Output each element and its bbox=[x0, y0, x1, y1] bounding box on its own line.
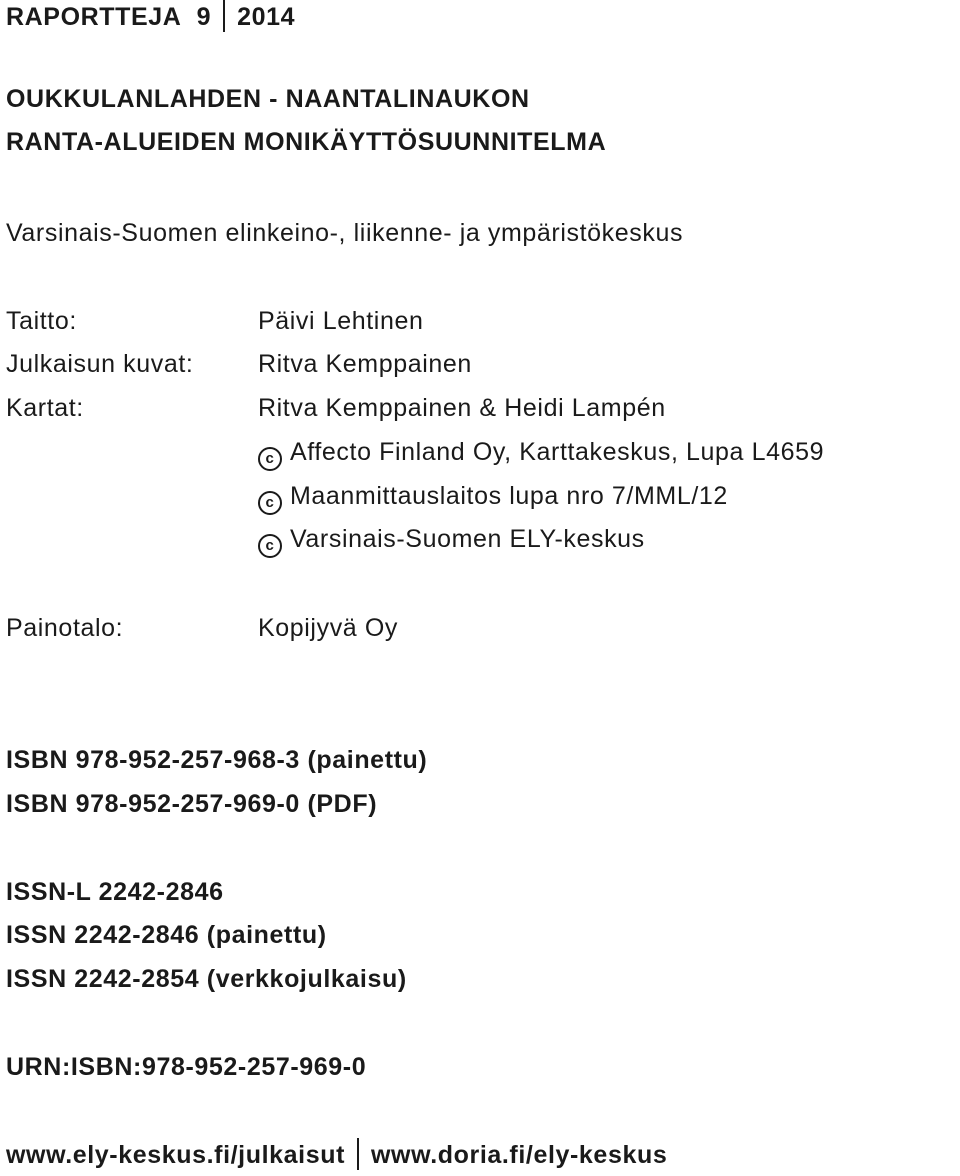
copyright-text: Varsinais-Suomen ELY-keskus bbox=[290, 525, 645, 553]
copyright-icon: c bbox=[258, 534, 282, 558]
taitto-value: Päivi Lehtinen bbox=[258, 307, 424, 335]
header-separator bbox=[223, 0, 225, 32]
title-line-1: OUKKULANLAHDEN - NAANTALINAUKON bbox=[6, 85, 530, 113]
isbn-pdf: ISBN 978-952-257-969-0 (PDF) bbox=[6, 790, 378, 818]
title-line-2: RANTA-ALUEIDEN MONIKÄYTTÖSUUNNITELMA bbox=[6, 128, 607, 156]
taitto-label: Taitto: bbox=[6, 307, 77, 335]
kartat-label: Kartat: bbox=[6, 394, 84, 422]
publisher: Varsinais-Suomen elinkeino-, liikenne- ja ympäristökeskus bbox=[6, 219, 684, 247]
issn-print: ISSN 2242-2846 (painettu) bbox=[6, 921, 327, 949]
issn-online: ISSN 2242-2854 (verkkojulkaisu) bbox=[6, 965, 407, 993]
copyright-line-1 bbox=[258, 437, 824, 471]
ely-link[interactable]: www.ely-keskus.fi/julkaisut bbox=[6, 1141, 346, 1169]
links-separator bbox=[357, 1138, 359, 1170]
copyright-text: Maanmittauslaitos lupa nro 7/MML/12 bbox=[290, 482, 728, 510]
isbn-print: ISBN 978-952-257-968-3 (painettu) bbox=[6, 746, 428, 774]
copyright-line-3 bbox=[258, 524, 645, 558]
painotalo-label: Painotalo: bbox=[6, 614, 124, 642]
urn: URN:ISBN:978-952-257-969-0 bbox=[6, 1053, 367, 1081]
kuvat-label: Julkaisun kuvat: bbox=[6, 350, 194, 378]
series-year: 2014 bbox=[237, 3, 296, 31]
kuvat-value: Ritva Kemppainen bbox=[258, 350, 472, 378]
copyright-line-2 bbox=[258, 481, 728, 515]
copyright-icon: c bbox=[258, 491, 282, 515]
issn-l: ISSN-L 2242-2846 bbox=[6, 878, 224, 906]
doria-link[interactable]: www.doria.fi/ely-keskus bbox=[371, 1141, 668, 1169]
copyright-text: Affecto Finland Oy, Karttakeskus, Lupa L4659 bbox=[290, 438, 825, 466]
series-header bbox=[6, 0, 295, 32]
painotalo-value: Kopijyvä Oy bbox=[258, 614, 398, 642]
kartat-value: Ritva Kemppainen & Heidi Lampén bbox=[258, 394, 666, 422]
series-number: 9 bbox=[196, 3, 212, 31]
web-links bbox=[6, 1138, 667, 1170]
series-name: RAPORTTEJA bbox=[6, 3, 182, 31]
copyright-icon: c bbox=[258, 447, 282, 471]
